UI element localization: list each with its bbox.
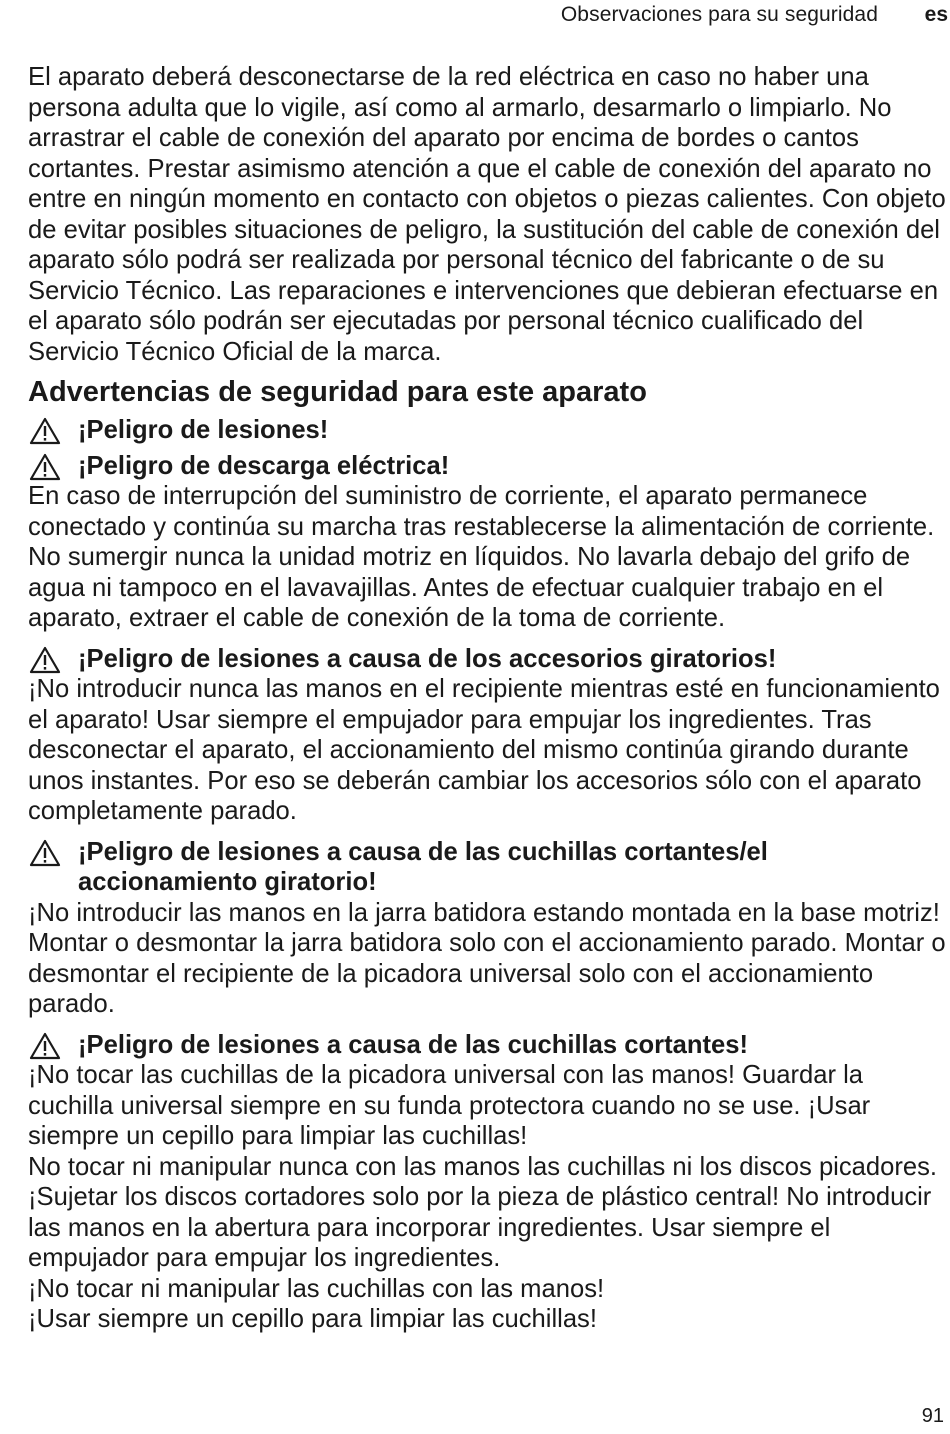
warning-body-line: ¡No tocar ni manipular las cuchillas con las manos! (28, 1274, 605, 1303)
warning-body: En caso de interrupción del suministro de corriente, el aparato permanece conectado y continúa su marcha tras restablecerse la alimentación de corriente. No sumergir nunca la unidad motriz en líquidos. No lavarla debajo del grifo de agua ni tampoco en el lavavajillas. Antes de efectuar cualquier trabajo en el aparato, extraer el cable de conexión de la toma de corriente. (28, 482, 935, 632)
intro-paragraph: El aparato deberá desconectarse de la red eléctrica en caso no haber una persona adulta que lo vigile, así como al armarlo, desarmarlo o limpiarlo. No arrastrar el cable de conexión del aparato por encima de bordes o cantos cortantes. Prestar asimismo atención a que el cable de conexión del aparato no entre en ningún momento en contacto con objetos o piezas calientes. Con objeto de evitar posibles situaciones de peligro, la sustitución del cable de conexión del aparato sólo podrá ser realizada por personal técnico del fabricante o de su Servicio Técnico. Las reparaciones e intervenciones que debieran efectuarse en el aparato sólo podrán ser ejecutadas por personal técnico cualificado del Servicio Técnico Oficial de la marca. (28, 63, 946, 366)
warning-title: ¡Peligro de lesiones! (78, 416, 329, 444)
warning-body-line: No tocar ni manipular nunca con las manos las cuchillas ni los discos picadores. ¡Sujetar los discos cortadores solo por la pieza de plástico central! No introducir las manos en la abertura para incorporar ingredientes. Usar siempre el empujador para empujar los ingredientes. (28, 1152, 938, 1272)
section-heading: Advertencias de seguridad para este aparato (28, 376, 647, 408)
warning-triangle-icon (29, 417, 61, 445)
warning-heading-electric (28, 451, 946, 482)
warning-body: ¡No introducir nunca las manos en el recipiente mientras esté en funcionamiento el aparato! Usar siempre el empujador para empujar los ingredientes. Tras desconectar el aparato, el accionamiento del mismo continúa girando durante unos instantes. Por eso se deberán cambiar los accesorios sólo con el aparato completamente parado. (28, 675, 940, 825)
warning-title: ¡Peligro de lesiones a causa de las cuchillas cortantes! (78, 1030, 748, 1059)
page-header (0, 3, 950, 29)
warning-heading-blades (28, 1030, 946, 1061)
warning-title: ¡Peligro de lesiones a causa de las cuchillas cortantes/el accionamiento giratorio! (78, 837, 768, 896)
page-number: 91 (921, 1405, 944, 1427)
warning-heading-rotating-accessories (28, 644, 946, 675)
warning-body-line: ¡No tocar las cuchillas de la picadora universal con las manos! Guardar la cuchilla universal siempre en su funda protectora cuando no se use. ¡Usar siempre un cepillo para limpiar las cuchillas! (28, 1061, 871, 1150)
warning-heading-blades-drive (28, 837, 946, 898)
warning-triangle-icon (29, 839, 61, 867)
warning-heading-injury (28, 415, 946, 446)
warning-triangle-icon (29, 1032, 61, 1060)
warning-triangle-icon (29, 646, 61, 674)
language-code: es (924, 3, 948, 26)
running-header-title: Observaciones para su seguridad (560, 3, 878, 26)
warning-title: ¡Peligro de lesiones a causa de los accesorios giratorios! (78, 644, 777, 673)
warning-triangle-icon (29, 453, 61, 481)
warning-body: ¡No introducir las manos en la jarra batidora estando montada en la base motriz! Montar o desmontar la jarra batidora solo con el accionamiento parado. Montar o desmontar el recipiente de la picadora universal solo con el accionamiento parado. (28, 898, 946, 1018)
warning-title: ¡Peligro de descarga eléctrica! (78, 451, 450, 480)
warning-body-line: ¡Usar siempre un cepillo para limpiar las cuchillas! (28, 1305, 597, 1333)
page-content (28, 62, 946, 1335)
